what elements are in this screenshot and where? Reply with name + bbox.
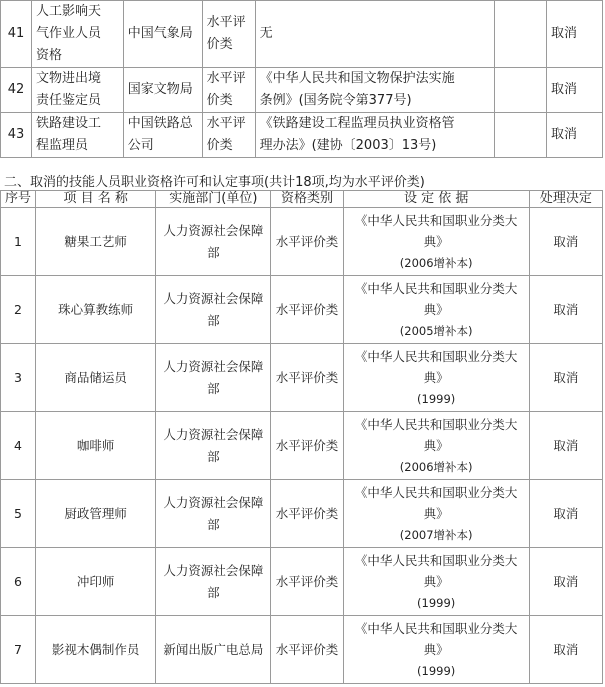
qualification-type: 水平评价类 [271, 412, 343, 480]
decision: 取消 [529, 344, 602, 412]
decision: 取消 [547, 113, 603, 158]
qualification-type: 水平评价类 [271, 344, 343, 412]
table-row [1, 276, 603, 344]
department: 人力资源社会保障 部 [156, 548, 271, 616]
table-row [1, 68, 603, 113]
decision: 取消 [547, 68, 603, 113]
header-dept: 实施部门(单位) [156, 191, 271, 208]
table-row [1, 208, 603, 276]
row-number: 2 [1, 276, 36, 344]
legal-basis: 《中华人民共和国职业分类大 典》 (1999) [343, 548, 529, 616]
item-name: 珠心算教练师 [36, 276, 156, 344]
decision: 取消 [529, 208, 602, 276]
department: 人力资源社会保障 部 [156, 344, 271, 412]
department: 国家文物局 [123, 68, 202, 113]
item-name: 商品储运员 [36, 344, 156, 412]
decision: 取消 [529, 412, 602, 480]
empty-cell [495, 1, 547, 68]
empty-cell [495, 68, 547, 113]
item-name: 文物进出境 责任鉴定员 [31, 68, 123, 113]
department: 人力资源社会保障 部 [156, 412, 271, 480]
item-name: 冲印师 [36, 548, 156, 616]
header-type: 资格类别 [271, 191, 343, 208]
legal-basis: 《中华人民共和国职业分类大 典》 (2006增补本) [343, 412, 529, 480]
table-row [1, 548, 603, 616]
department: 中国铁路总 公司 [123, 113, 202, 158]
department: 人力资源社会保障 部 [156, 276, 271, 344]
row-number: 4 [1, 412, 36, 480]
qualification-type: 水平评价类 [271, 208, 343, 276]
header-no: 序号 [1, 191, 36, 208]
qualification-type: 水平评价类 [271, 480, 343, 548]
decision: 取消 [529, 276, 602, 344]
item-name: 厨政管理师 [36, 480, 156, 548]
department: 人力资源社会保障 部 [156, 480, 271, 548]
qualification-type: 水平评价类 [271, 548, 343, 616]
header-name: 项 目 名 称 [36, 191, 156, 208]
header-basis: 设 定 依 据 [343, 191, 529, 208]
legal-basis: 《中华人民共和国文物保护法实施 条例》(国务院令第377号) [255, 68, 495, 113]
row-number: 6 [1, 548, 36, 616]
legal-basis: 《中华人民共和国职业分类大 典》 (2005增补本) [343, 276, 529, 344]
item-name: 咖啡师 [36, 412, 156, 480]
row-number: 43 [1, 113, 32, 158]
table-row [1, 412, 603, 480]
item-name: 人工影响天 气作业人员 资格 [31, 1, 123, 68]
department: 人力资源社会保障 部 [156, 208, 271, 276]
table-row [1, 480, 603, 548]
table-header-row [1, 191, 603, 208]
decision: 取消 [529, 616, 602, 684]
legal-basis: 《中华人民共和国职业分类大 典》 (1999) [343, 344, 529, 412]
empty-cell [495, 113, 547, 158]
row-number: 3 [1, 344, 36, 412]
department: 新闻出版广电总局 [156, 616, 271, 684]
table-skill-qualifications [0, 190, 603, 684]
qualification-type: 水平评 价类 [202, 1, 255, 68]
decision: 取消 [547, 1, 603, 68]
row-number: 41 [1, 1, 32, 68]
table-row [1, 616, 603, 684]
legal-basis: 《中华人民共和国职业分类大 典》 (2007增补本) [343, 480, 529, 548]
row-number: 7 [1, 616, 36, 684]
legal-basis: 《中华人民共和国职业分类大 典》 (2006增补本) [343, 208, 529, 276]
row-number: 5 [1, 480, 36, 548]
item-name: 铁路建设工 程监理员 [31, 113, 123, 158]
item-name: 影视木偶制作员 [36, 616, 156, 684]
legal-basis: 无 [255, 1, 495, 68]
table-licenses-part1 [0, 0, 603, 158]
legal-basis: 《中华人民共和国职业分类大 典》 (1999) [343, 616, 529, 684]
item-name: 糖果工艺师 [36, 208, 156, 276]
table-row [1, 344, 603, 412]
qualification-type: 水平评 价类 [202, 113, 255, 158]
department: 中国气象局 [123, 1, 202, 68]
section-heading: 二、取消的技能人员职业资格许可和认定事项(共计18项,均为水平评价类) [4, 175, 425, 190]
table-row [1, 1, 603, 68]
decision: 取消 [529, 548, 602, 616]
qualification-type: 水平评价类 [271, 276, 343, 344]
header-decision: 处理决定 [529, 191, 602, 208]
qualification-type: 水平评 价类 [202, 68, 255, 113]
qualification-type: 水平评价类 [271, 616, 343, 684]
legal-basis: 《铁路建设工程监理员执业资格管 理办法》(建协〔2003〕13号) [255, 113, 495, 158]
table-row [1, 113, 603, 158]
row-number: 1 [1, 208, 36, 276]
row-number: 42 [1, 68, 32, 113]
decision: 取消 [529, 480, 602, 548]
